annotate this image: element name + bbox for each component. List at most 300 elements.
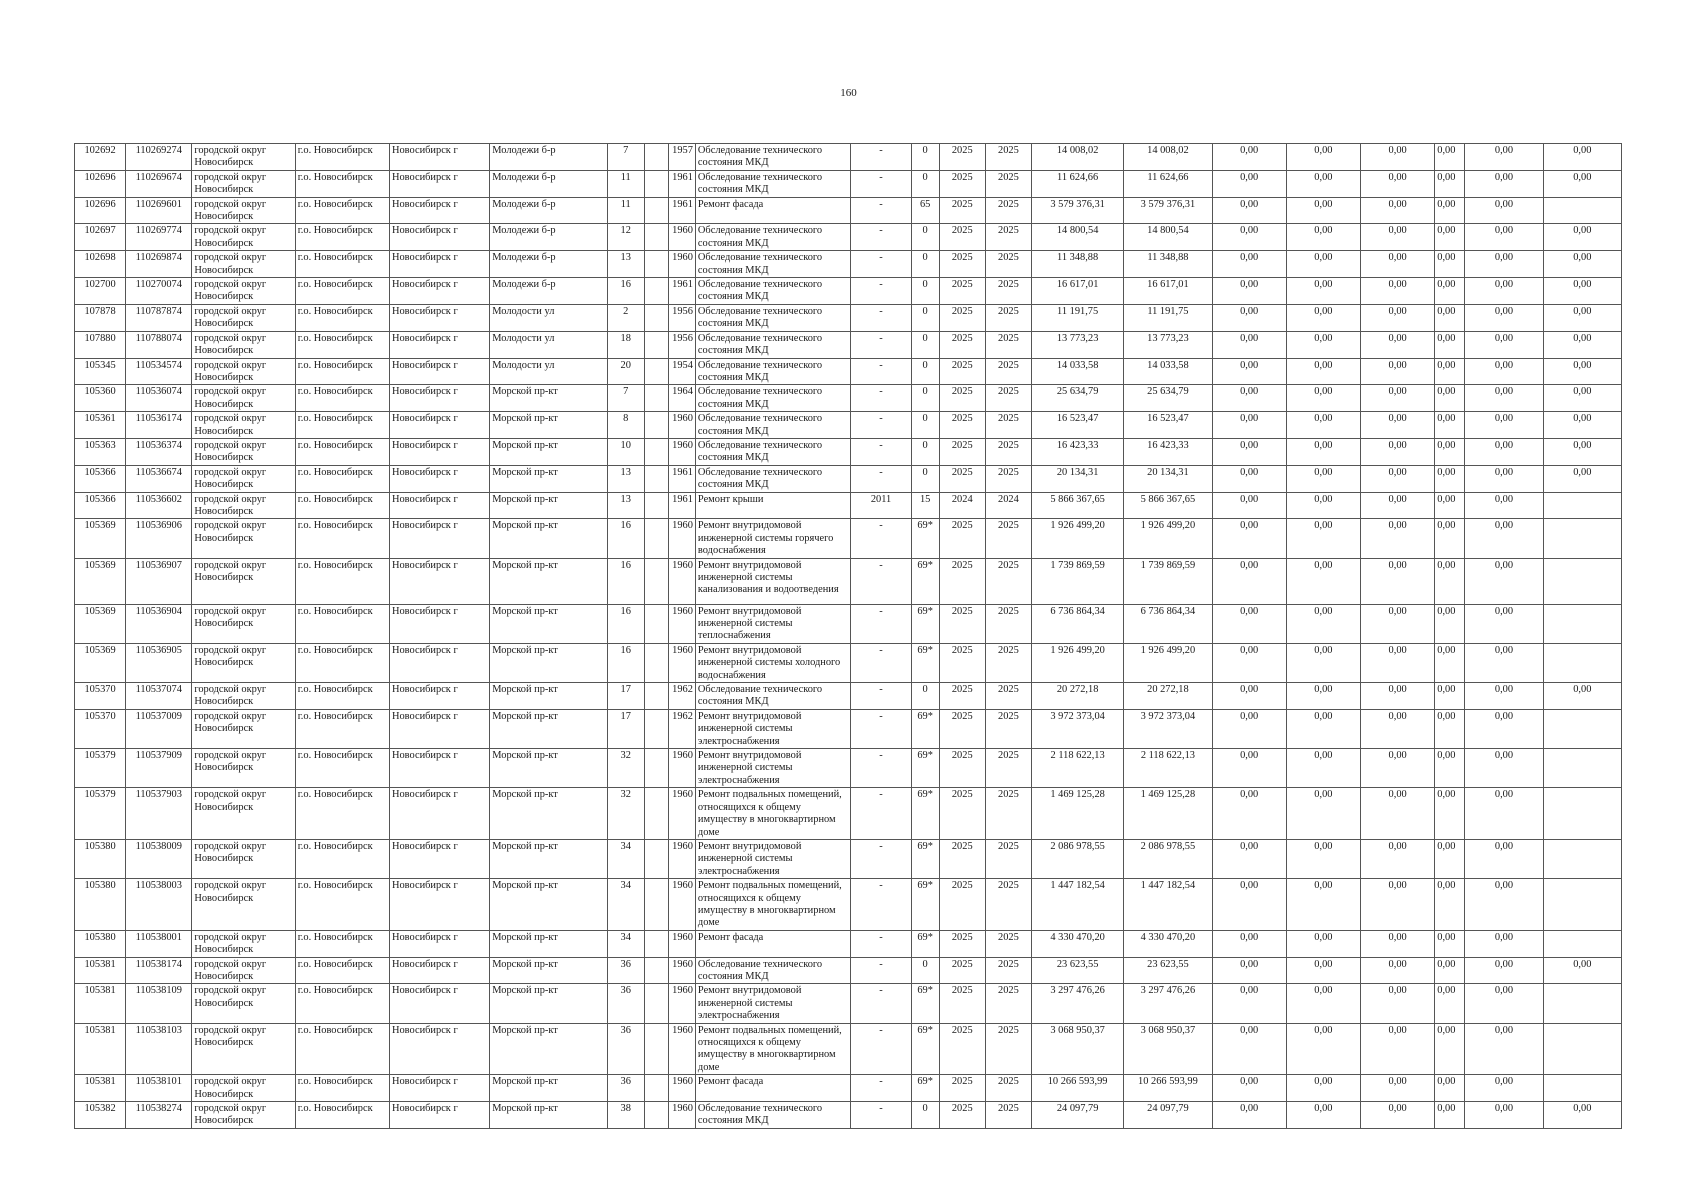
cell-last-repair-year: -	[851, 197, 911, 224]
cell-other-cost: 0,00	[1543, 304, 1621, 331]
cell-work-type: Обследование технического состояния МКД	[695, 224, 851, 251]
cell-municipality: городской округ Новосибирск	[192, 839, 295, 878]
cell-record-id: 105345	[75, 358, 126, 385]
cell-street: Молодежи б-р	[490, 170, 607, 197]
cell-plan-year-to: 2025	[985, 170, 1031, 197]
cell-record-id: 102692	[75, 144, 126, 171]
cell-local-cost: 0,00	[1465, 465, 1543, 492]
cell-municipal-district: г.о. Новосибирск	[295, 170, 389, 197]
cell-budget-cost: 0,00	[1286, 412, 1360, 439]
cell-last-repair-year: -	[851, 683, 911, 710]
cell-street: Морской пр-кт	[490, 1102, 607, 1129]
cell-other-cost	[1543, 492, 1621, 519]
cell-object-code: 110534574	[126, 358, 192, 385]
cell-building	[644, 170, 668, 197]
cell-municipal-district: г.о. Новосибирск	[295, 709, 389, 748]
cell-object-code: 110536906	[126, 519, 192, 558]
cell-settlement: Новосибирск г	[389, 358, 489, 385]
cell-street: Морской пр-кт	[490, 709, 607, 748]
cell-other-cost: 0,00	[1543, 144, 1621, 171]
cell-building	[644, 984, 668, 1023]
table-row	[75, 304, 1622, 331]
cell-municipality: городской округ Новосибирск	[192, 144, 295, 171]
cell-last-repair-year: -	[851, 304, 911, 331]
cell-own-funds-cost: 6 736 864,34	[1124, 604, 1212, 643]
cell-total-cost: 1 926 499,20	[1031, 643, 1123, 682]
cell-own-funds-cost: 24 097,79	[1124, 1102, 1212, 1129]
cell-wear-percent: 69*	[911, 749, 939, 788]
cell-local-cost: 0,00	[1465, 839, 1543, 878]
cell-federal-cost: 0,00	[1435, 224, 1465, 251]
cell-fund-cost: 0,00	[1212, 1102, 1286, 1129]
cell-work-type: Обследование технического состояния МКД	[695, 1102, 851, 1129]
cell-other-cost	[1543, 788, 1621, 840]
cell-object-code: 110537074	[126, 683, 192, 710]
cell-work-type: Ремонт внутридомовой инженерной системы канализования и водоотведения	[695, 558, 851, 604]
cell-other-cost: 0,00	[1543, 251, 1621, 278]
cell-street: Морской пр-кт	[490, 492, 607, 519]
cell-municipality: городской округ Новосибирск	[192, 1023, 295, 1075]
cell-fund-cost: 0,00	[1212, 278, 1286, 305]
cell-own-funds-cost: 13 773,23	[1124, 331, 1212, 358]
cell-build-year: 1960	[668, 519, 695, 558]
cell-total-cost: 2 118 622,13	[1031, 749, 1123, 788]
cell-last-repair-year: -	[851, 331, 911, 358]
cell-wear-percent: 0	[911, 438, 939, 465]
cell-municipality: городской округ Новосибирск	[192, 465, 295, 492]
cell-regional-cost: 0,00	[1361, 839, 1435, 878]
cell-street: Морской пр-кт	[490, 839, 607, 878]
cell-local-cost: 0,00	[1465, 788, 1543, 840]
cell-budget-cost: 0,00	[1286, 492, 1360, 519]
cell-wear-percent: 69*	[911, 643, 939, 682]
cell-other-cost	[1543, 197, 1621, 224]
cell-municipality: городской округ Новосибирск	[192, 604, 295, 643]
cell-plan-year-from: 2025	[939, 278, 985, 305]
cell-house-number: 36	[607, 1075, 644, 1102]
cell-work-type: Обследование технического состояния МКД	[695, 385, 851, 412]
cell-work-type: Обследование технического состояния МКД	[695, 278, 851, 305]
cell-fund-cost: 0,00	[1212, 1023, 1286, 1075]
cell-municipality: городской округ Новосибирск	[192, 492, 295, 519]
cell-record-id: 105369	[75, 643, 126, 682]
cell-object-code: 110269874	[126, 251, 192, 278]
cell-record-id: 102698	[75, 251, 126, 278]
cell-local-cost: 0,00	[1465, 358, 1543, 385]
cell-municipality: городской округ Новосибирск	[192, 683, 295, 710]
cell-own-funds-cost: 14 800,54	[1124, 224, 1212, 251]
cell-fund-cost: 0,00	[1212, 304, 1286, 331]
cell-wear-percent: 69*	[911, 604, 939, 643]
cell-building	[644, 278, 668, 305]
cell-wear-percent: 0	[911, 224, 939, 251]
cell-regional-cost: 0,00	[1361, 683, 1435, 710]
cell-federal-cost: 0,00	[1435, 385, 1465, 412]
cell-building	[644, 304, 668, 331]
cell-settlement: Новосибирск г	[389, 683, 489, 710]
cell-regional-cost: 0,00	[1361, 558, 1435, 604]
cell-budget-cost: 0,00	[1286, 358, 1360, 385]
cell-build-year: 1960	[668, 957, 695, 984]
cell-federal-cost: 0,00	[1435, 519, 1465, 558]
cell-municipal-district: г.о. Новосибирск	[295, 144, 389, 171]
cell-municipality: городской округ Новосибирск	[192, 224, 295, 251]
cell-street: Морской пр-кт	[490, 519, 607, 558]
cell-building	[644, 879, 668, 931]
cell-plan-year-to: 2025	[985, 879, 1031, 931]
cell-building	[644, 1102, 668, 1129]
cell-federal-cost: 0,00	[1435, 438, 1465, 465]
cell-settlement: Новосибирск г	[389, 412, 489, 439]
cell-record-id: 105379	[75, 749, 126, 788]
table-row	[75, 1023, 1622, 1075]
cell-local-cost: 0,00	[1465, 519, 1543, 558]
cell-plan-year-from: 2025	[939, 412, 985, 439]
cell-regional-cost: 0,00	[1361, 331, 1435, 358]
cell-plan-year-from: 2025	[939, 558, 985, 604]
cell-house-number: 11	[607, 170, 644, 197]
cell-federal-cost: 0,00	[1435, 1102, 1465, 1129]
cell-last-repair-year: -	[851, 749, 911, 788]
cell-work-type: Ремонт фасада	[695, 1075, 851, 1102]
cell-plan-year-from: 2025	[939, 1023, 985, 1075]
cell-building	[644, 197, 668, 224]
cell-federal-cost: 0,00	[1435, 331, 1465, 358]
cell-municipal-district: г.о. Новосибирск	[295, 1023, 389, 1075]
cell-fund-cost: 0,00	[1212, 144, 1286, 171]
cell-own-funds-cost: 3 068 950,37	[1124, 1023, 1212, 1075]
cell-settlement: Новосибирск г	[389, 278, 489, 305]
cell-local-cost: 0,00	[1465, 1023, 1543, 1075]
cell-total-cost: 25 634,79	[1031, 385, 1123, 412]
cell-federal-cost: 0,00	[1435, 1075, 1465, 1102]
cell-municipal-district: г.о. Новосибирск	[295, 788, 389, 840]
cell-street: Морской пр-кт	[490, 558, 607, 604]
cell-budget-cost: 0,00	[1286, 683, 1360, 710]
cell-municipal-district: г.о. Новосибирск	[295, 465, 389, 492]
cell-regional-cost: 0,00	[1361, 1102, 1435, 1129]
cell-regional-cost: 0,00	[1361, 304, 1435, 331]
cell-plan-year-from: 2025	[939, 251, 985, 278]
cell-regional-cost: 0,00	[1361, 519, 1435, 558]
cell-street: Морской пр-кт	[490, 1075, 607, 1102]
cell-build-year: 1960	[668, 558, 695, 604]
cell-building	[644, 749, 668, 788]
cell-plan-year-from: 2025	[939, 224, 985, 251]
cell-build-year: 1956	[668, 331, 695, 358]
cell-street: Морской пр-кт	[490, 385, 607, 412]
cell-total-cost: 1 447 182,54	[1031, 879, 1123, 931]
cell-total-cost: 3 972 373,04	[1031, 709, 1123, 748]
cell-build-year: 1961	[668, 170, 695, 197]
cell-own-funds-cost: 16 423,33	[1124, 438, 1212, 465]
cell-municipal-district: г.о. Новосибирск	[295, 519, 389, 558]
cell-budget-cost: 0,00	[1286, 144, 1360, 171]
cell-work-type: Ремонт внутридомовой инженерной системы холодного водоснабжения	[695, 643, 851, 682]
cell-regional-cost: 0,00	[1361, 224, 1435, 251]
cell-record-id: 105370	[75, 683, 126, 710]
cell-build-year: 1960	[668, 1023, 695, 1075]
cell-own-funds-cost: 1 469 125,28	[1124, 788, 1212, 840]
cell-budget-cost: 0,00	[1286, 197, 1360, 224]
cell-plan-year-to: 2025	[985, 839, 1031, 878]
cell-budget-cost: 0,00	[1286, 465, 1360, 492]
cell-record-id: 105380	[75, 930, 126, 957]
cell-record-id: 105380	[75, 839, 126, 878]
cell-municipality: городской округ Новосибирск	[192, 412, 295, 439]
cell-other-cost: 0,00	[1543, 683, 1621, 710]
cell-object-code: 110536674	[126, 465, 192, 492]
cell-building	[644, 839, 668, 878]
cell-federal-cost: 0,00	[1435, 879, 1465, 931]
cell-own-funds-cost: 3 972 373,04	[1124, 709, 1212, 748]
cell-building	[644, 412, 668, 439]
cell-wear-percent: 0	[911, 358, 939, 385]
cell-house-number: 16	[607, 519, 644, 558]
cell-regional-cost: 0,00	[1361, 749, 1435, 788]
cell-work-type: Ремонт внутридомовой инженерной системы электроснабжения	[695, 984, 851, 1023]
cell-municipality: городской округ Новосибирск	[192, 957, 295, 984]
cell-plan-year-to: 2025	[985, 331, 1031, 358]
cell-other-cost	[1543, 1075, 1621, 1102]
cell-build-year: 1960	[668, 749, 695, 788]
cell-house-number: 34	[607, 839, 644, 878]
table-row	[75, 144, 1622, 171]
cell-house-number: 13	[607, 465, 644, 492]
cell-federal-cost: 0,00	[1435, 144, 1465, 171]
cell-work-type: Обследование технического состояния МКД	[695, 957, 851, 984]
cell-settlement: Новосибирск г	[389, 788, 489, 840]
cell-house-number: 11	[607, 197, 644, 224]
cell-wear-percent: 69*	[911, 930, 939, 957]
cell-work-type: Ремонт фасада	[695, 930, 851, 957]
cell-regional-cost: 0,00	[1361, 144, 1435, 171]
cell-building	[644, 709, 668, 748]
cell-local-cost: 0,00	[1465, 749, 1543, 788]
cell-own-funds-cost: 20 272,18	[1124, 683, 1212, 710]
cell-own-funds-cost: 10 266 593,99	[1124, 1075, 1212, 1102]
cell-build-year: 1962	[668, 709, 695, 748]
cell-municipal-district: г.о. Новосибирск	[295, 879, 389, 931]
cell-record-id: 102696	[75, 170, 126, 197]
cell-municipal-district: г.о. Новосибирск	[295, 749, 389, 788]
cell-last-repair-year: -	[851, 930, 911, 957]
cell-federal-cost: 0,00	[1435, 1023, 1465, 1075]
cell-building	[644, 224, 668, 251]
cell-other-cost: 0,00	[1543, 331, 1621, 358]
cell-other-cost: 0,00	[1543, 412, 1621, 439]
cell-local-cost: 0,00	[1465, 683, 1543, 710]
cell-build-year: 1960	[668, 438, 695, 465]
cell-total-cost: 4 330 470,20	[1031, 930, 1123, 957]
cell-plan-year-to: 2025	[985, 438, 1031, 465]
cell-house-number: 18	[607, 331, 644, 358]
cell-other-cost	[1543, 604, 1621, 643]
cell-build-year: 1957	[668, 144, 695, 171]
cell-total-cost: 5 866 367,65	[1031, 492, 1123, 519]
cell-plan-year-to: 2024	[985, 492, 1031, 519]
cell-budget-cost: 0,00	[1286, 224, 1360, 251]
cell-settlement: Новосибирск г	[389, 558, 489, 604]
cell-fund-cost: 0,00	[1212, 839, 1286, 878]
cell-regional-cost: 0,00	[1361, 412, 1435, 439]
cell-federal-cost: 0,00	[1435, 643, 1465, 682]
cell-plan-year-to: 2025	[985, 224, 1031, 251]
cell-work-type: Обследование технического состояния МКД	[695, 170, 851, 197]
cell-regional-cost: 0,00	[1361, 1075, 1435, 1102]
cell-total-cost: 11 624,66	[1031, 170, 1123, 197]
cell-total-cost: 16 523,47	[1031, 412, 1123, 439]
cell-budget-cost: 0,00	[1286, 385, 1360, 412]
cell-street: Молодежи б-р	[490, 224, 607, 251]
cell-last-repair-year: -	[851, 839, 911, 878]
cell-build-year: 1962	[668, 683, 695, 710]
cell-plan-year-from: 2025	[939, 879, 985, 931]
cell-federal-cost: 0,00	[1435, 465, 1465, 492]
cell-build-year: 1960	[668, 412, 695, 439]
cell-street: Морской пр-кт	[490, 683, 607, 710]
cell-regional-cost: 0,00	[1361, 1023, 1435, 1075]
cell-record-id: 105370	[75, 709, 126, 748]
cell-object-code: 110536904	[126, 604, 192, 643]
cell-budget-cost: 0,00	[1286, 251, 1360, 278]
cell-record-id: 105366	[75, 465, 126, 492]
cell-object-code: 110538274	[126, 1102, 192, 1129]
cell-build-year: 1960	[668, 604, 695, 643]
cell-house-number: 36	[607, 984, 644, 1023]
cell-budget-cost: 0,00	[1286, 788, 1360, 840]
cell-other-cost: 0,00	[1543, 385, 1621, 412]
cell-object-code: 110538101	[126, 1075, 192, 1102]
cell-total-cost: 20 272,18	[1031, 683, 1123, 710]
cell-municipality: городской округ Новосибирск	[192, 385, 295, 412]
cell-budget-cost: 0,00	[1286, 304, 1360, 331]
cell-local-cost: 0,00	[1465, 412, 1543, 439]
cell-wear-percent: 0	[911, 1102, 939, 1129]
cell-own-funds-cost: 4 330 470,20	[1124, 930, 1212, 957]
cell-object-code: 110538009	[126, 839, 192, 878]
cell-house-number: 16	[607, 558, 644, 604]
cell-total-cost: 24 097,79	[1031, 1102, 1123, 1129]
table-row	[75, 465, 1622, 492]
cell-plan-year-from: 2025	[939, 604, 985, 643]
cell-last-repair-year: -	[851, 984, 911, 1023]
cell-municipal-district: г.о. Новосибирск	[295, 1075, 389, 1102]
cell-work-type: Ремонт подвальных помещений, относящихся к общему имуществу в многоквартирном доме	[695, 788, 851, 840]
cell-fund-cost: 0,00	[1212, 412, 1286, 439]
cell-work-type: Ремонт крыши	[695, 492, 851, 519]
cell-object-code: 110536905	[126, 643, 192, 682]
cell-budget-cost: 0,00	[1286, 170, 1360, 197]
cell-house-number: 38	[607, 1102, 644, 1129]
cell-building	[644, 385, 668, 412]
cell-fund-cost: 0,00	[1212, 709, 1286, 748]
cell-last-repair-year: -	[851, 709, 911, 748]
cell-total-cost: 3 297 476,26	[1031, 984, 1123, 1023]
cell-budget-cost: 0,00	[1286, 930, 1360, 957]
cell-local-cost: 0,00	[1465, 558, 1543, 604]
cell-federal-cost: 0,00	[1435, 749, 1465, 788]
cell-settlement: Новосибирск г	[389, 984, 489, 1023]
cell-plan-year-from: 2025	[939, 749, 985, 788]
cell-budget-cost: 0,00	[1286, 438, 1360, 465]
cell-federal-cost: 0,00	[1435, 412, 1465, 439]
cell-house-number: 16	[607, 278, 644, 305]
table-row	[75, 984, 1622, 1023]
cell-other-cost: 0,00	[1543, 170, 1621, 197]
cell-house-number: 34	[607, 879, 644, 931]
cell-total-cost: 10 266 593,99	[1031, 1075, 1123, 1102]
cell-street: Молодежи б-р	[490, 278, 607, 305]
cell-record-id: 107880	[75, 331, 126, 358]
cell-settlement: Новосибирск г	[389, 604, 489, 643]
cell-plan-year-from: 2025	[939, 144, 985, 171]
cell-settlement: Новосибирск г	[389, 492, 489, 519]
cell-building	[644, 438, 668, 465]
cell-plan-year-to: 2025	[985, 465, 1031, 492]
cell-street: Морской пр-кт	[490, 984, 607, 1023]
cell-municipality: городской округ Новосибирск	[192, 278, 295, 305]
cell-object-code: 110537903	[126, 788, 192, 840]
cell-street: Морской пр-кт	[490, 957, 607, 984]
cell-federal-cost: 0,00	[1435, 709, 1465, 748]
cell-object-code: 110537909	[126, 749, 192, 788]
repair-schedule-table	[74, 143, 1622, 1129]
cell-last-repair-year: -	[851, 412, 911, 439]
cell-record-id: 105379	[75, 788, 126, 840]
cell-work-type: Обследование технического состояния МКД	[695, 465, 851, 492]
cell-house-number: 32	[607, 749, 644, 788]
cell-other-cost	[1543, 839, 1621, 878]
cell-regional-cost: 0,00	[1361, 170, 1435, 197]
cell-municipal-district: г.о. Новосибирск	[295, 984, 389, 1023]
cell-municipality: городской округ Новосибирск	[192, 984, 295, 1023]
cell-street: Морской пр-кт	[490, 879, 607, 931]
cell-wear-percent: 0	[911, 170, 939, 197]
cell-municipality: городской округ Новосибирск	[192, 879, 295, 931]
cell-settlement: Новосибирск г	[389, 839, 489, 878]
cell-record-id: 105360	[75, 385, 126, 412]
cell-building	[644, 331, 668, 358]
cell-fund-cost: 0,00	[1212, 465, 1286, 492]
cell-wear-percent: 69*	[911, 709, 939, 748]
cell-municipal-district: г.о. Новосибирск	[295, 412, 389, 439]
cell-record-id: 105361	[75, 412, 126, 439]
cell-municipality: городской округ Новосибирск	[192, 304, 295, 331]
cell-house-number: 36	[607, 957, 644, 984]
cell-federal-cost: 0,00	[1435, 683, 1465, 710]
cell-house-number: 7	[607, 144, 644, 171]
cell-municipal-district: г.о. Новосибирск	[295, 358, 389, 385]
cell-record-id: 105369	[75, 558, 126, 604]
cell-regional-cost: 0,00	[1361, 251, 1435, 278]
cell-fund-cost: 0,00	[1212, 438, 1286, 465]
cell-local-cost: 0,00	[1465, 304, 1543, 331]
cell-other-cost	[1543, 558, 1621, 604]
cell-plan-year-from: 2025	[939, 839, 985, 878]
cell-own-funds-cost: 14 008,02	[1124, 144, 1212, 171]
cell-local-cost: 0,00	[1465, 492, 1543, 519]
cell-other-cost	[1543, 984, 1621, 1023]
cell-plan-year-to: 2025	[985, 788, 1031, 840]
cell-settlement: Новосибирск г	[389, 170, 489, 197]
cell-work-type: Обследование технического состояния МКД	[695, 412, 851, 439]
cell-own-funds-cost: 11 348,88	[1124, 251, 1212, 278]
cell-total-cost: 6 736 864,34	[1031, 604, 1123, 643]
table-body	[75, 144, 1622, 1129]
cell-other-cost	[1543, 930, 1621, 957]
cell-street: Морской пр-кт	[490, 930, 607, 957]
